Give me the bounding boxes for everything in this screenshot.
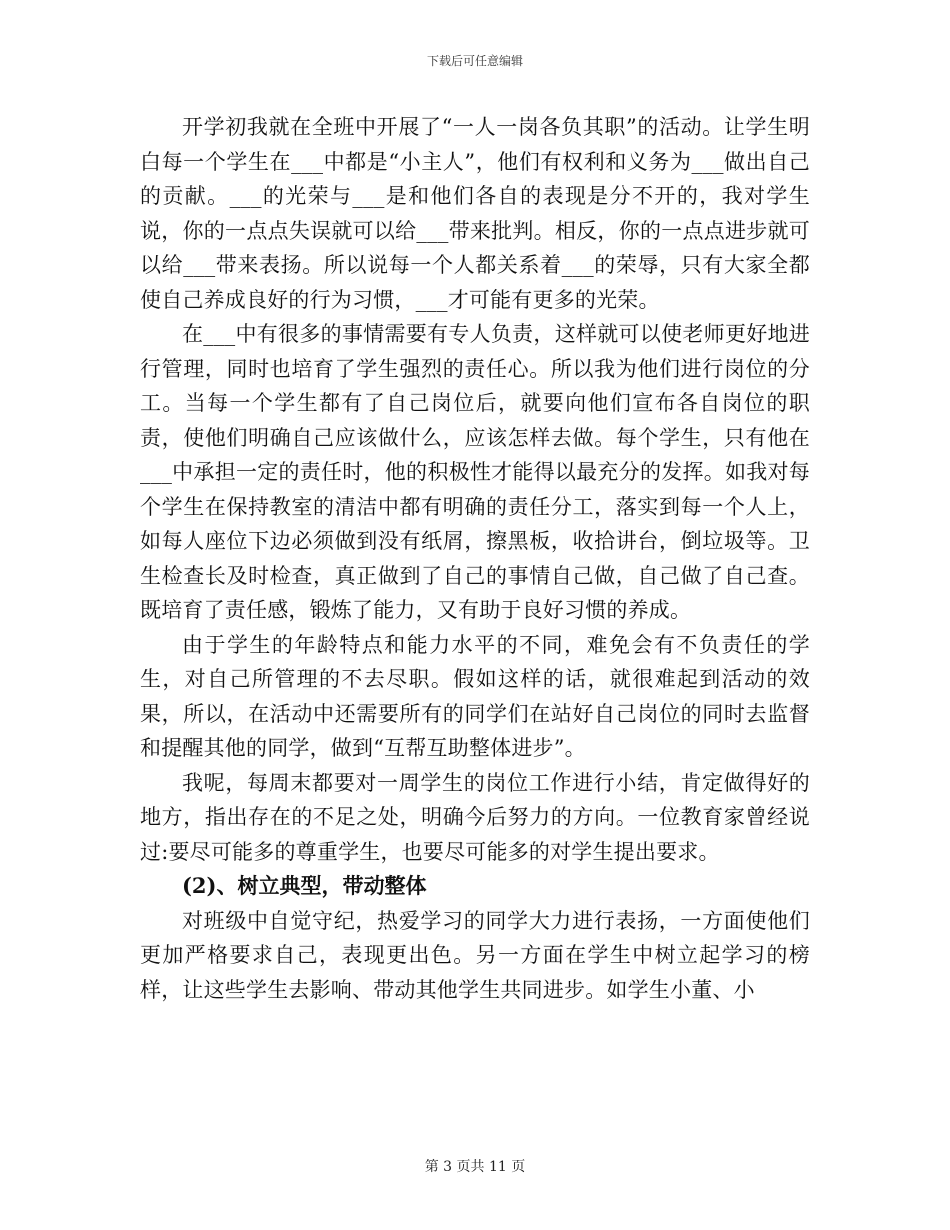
document-body <box>140 110 810 1007</box>
page-header: 下载后可任意编辑 <box>426 54 523 68</box>
paragraph-1: 开学初我就在全班中开展了“一人一岗各负其职”的活动。让学生明白每一个学生在___中都是“小主人”，他们有权利和义务为___做出自己的贡献。___的光荣与___是和他们各自的表现是分不开的，我对学生说，你的一点点失误就可以给___带来批判。相反，你的一点点进步就可以给___带来表扬。所以说每一个人都关系着___的荣辱，只有大家全都使自己养成良好的行为习惯，___才可能有更多的光荣。 <box>140 115 810 312</box>
paragraph-2: 在___中有很多的事情需要有专人负责，这样就可以使老师更好地进行管理，同时也培育了学生强烈的责任心。所以我为他们进行岗位的分工。当每一个学生都有了自己岗位后，就要向他们宣布各自岗位的职责，使他们明确自己应该做什么，应该怎样去做。每个学生，只有他在___中承担一定的责任时，他的积极性才能得以最充分的发挥。如我对每个学生在保持教室的清洁中都有明确的责任分工，落实到每一个人上，如每人座位下边必须做到没有纸屑，擦黑板，收拾讲台，倒垃圾等。卫生检查长及时检查，真正做到了自己的事情自己做，自己做了自己查。既培育了责任感，锻炼了能力，又有助于良好习惯的养成。 <box>140 322 810 622</box>
section-subheading: (2)、树立典型，带动整体 <box>182 873 427 898</box>
paragraph-5: 对班级中自觉守纪，热爱学习的同学大力进行表扬，一方面使他们更加严格要求自己，表现更出色。另一方面在学生中树立起学习的榜样，让这些学生去影响、带动其他学生共同进步。如学生小董、小 <box>140 908 810 1002</box>
paragraph-3: 由于学生的年龄特点和能力水平的不同，难免会有不负责任的学生，对自己所管理的不去尽职。假如这样的话，就很难起到活动的效果，所以，在活动中还需要所有的同学们在站好自己岗位的同时去监督和提醒其他的同学，做到“互帮互助整体进步”。 <box>140 632 810 760</box>
paragraph-4: 我呢，每周末都要对一周学生的岗位工作进行小结，肯定做得好的地方，指出存在的不足之处，明确今后努力的方向。一位教育家曾经说过:要尽可能多的尊重学生，也要尽可能多的对学生提出要求。 <box>140 770 810 864</box>
page-footer: 第 3 页共 11 页 <box>424 1159 526 1175</box>
